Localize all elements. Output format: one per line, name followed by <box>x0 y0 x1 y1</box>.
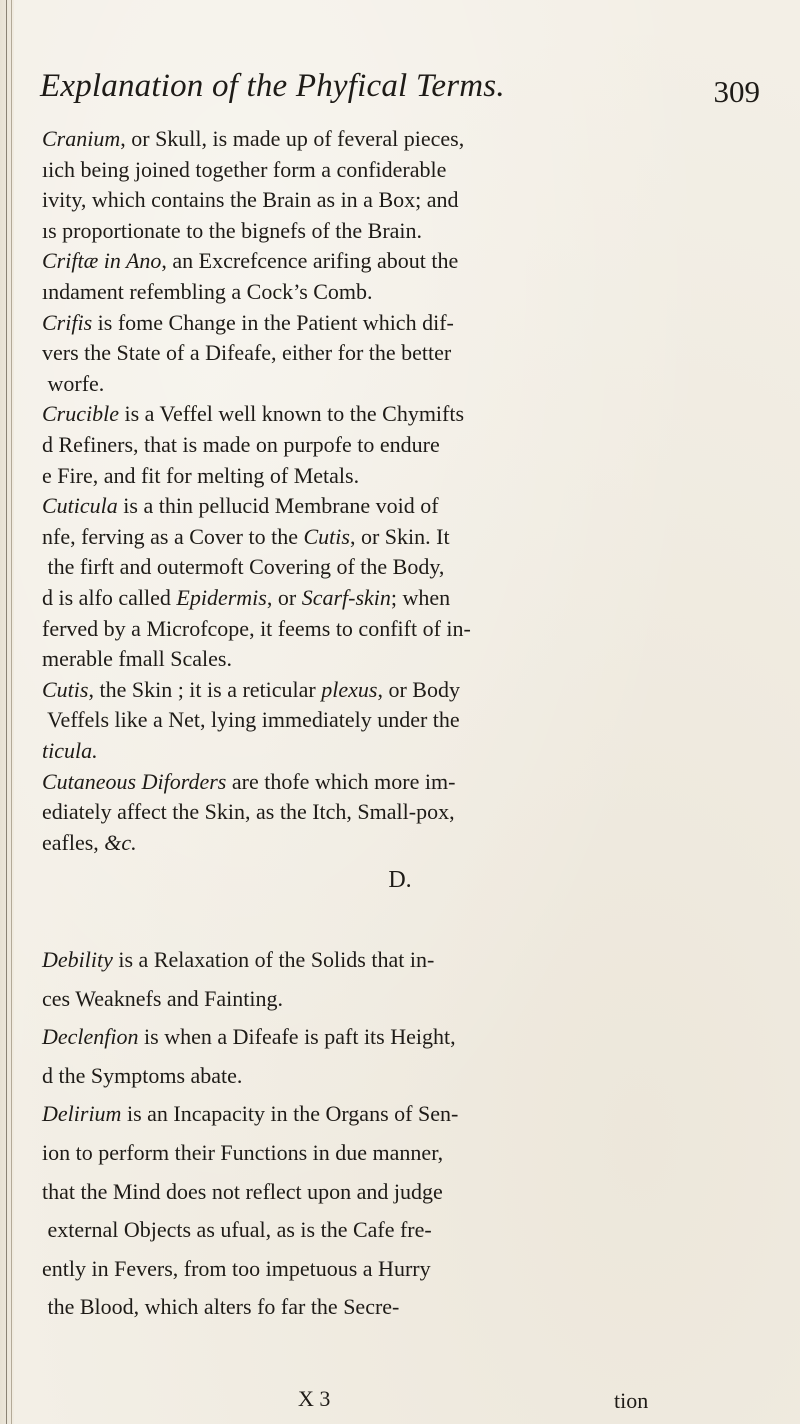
text-line <box>42 156 446 184</box>
text-line <box>42 1255 431 1283</box>
text-line <box>42 370 104 398</box>
text-run: is fome Change in the Patient which dif- <box>92 310 454 335</box>
italic-term: ticula. <box>42 738 98 763</box>
italic-term: Delirium <box>42 1101 122 1126</box>
text-run: eafles, <box>42 830 105 855</box>
italic-term: Cutaneous Diforders <box>42 769 227 794</box>
section-heading: D. <box>388 867 412 893</box>
text-run: ently in Fevers, from too impetuous a Hurry <box>42 1256 431 1281</box>
text-line <box>42 553 444 581</box>
text-line <box>42 676 460 704</box>
catchword: tion <box>614 1388 649 1413</box>
text-line <box>42 798 455 826</box>
italic-term: &c. <box>104 830 137 855</box>
text-run: ces Weaknefs and Fainting. <box>42 986 283 1011</box>
text-line <box>42 278 373 306</box>
text-run: , or Skull, is made up of feveral pieces, <box>120 126 465 151</box>
italic-term: plexus <box>321 677 378 702</box>
gutter-shadow-line <box>11 0 12 1424</box>
text-run: ıich being joined together form a confiderable <box>42 157 447 182</box>
running-title: Explanation of the Phyfical Terms. <box>40 68 505 104</box>
italic-term: Crucible <box>42 401 119 426</box>
text-run: Veffels like a Net, lying immediately under the <box>42 707 460 732</box>
italic-term: Cuticula <box>42 493 118 518</box>
text-run: d Refiners, that is made on purpofe to endure <box>42 432 440 457</box>
text-line <box>42 309 454 337</box>
text-run: is a thin pellucid Membrane void of <box>117 493 439 518</box>
text-run: d is alfo called <box>42 585 177 610</box>
text-line <box>42 706 460 734</box>
text-run: merable fmall Scales. <box>42 646 232 671</box>
text-line <box>42 1062 242 1090</box>
text-line <box>42 615 471 643</box>
text-line <box>42 400 464 428</box>
text-line <box>42 584 450 612</box>
italic-term: Criftæ in Ano <box>42 248 162 273</box>
italic-term: Cutis <box>42 677 89 702</box>
text-line <box>42 339 451 367</box>
italic-term: Crifis <box>42 310 93 335</box>
text-run: ındament refembling a Cock’s Comb. <box>42 279 373 304</box>
text-run: are thofe which more im- <box>226 769 456 794</box>
italic-term: Debility <box>42 947 113 972</box>
text-run: nfe, ferving as a Cover to the <box>42 524 304 549</box>
text-run: the firft and outermoft Covering of the Body, <box>42 554 445 579</box>
page-number: 309 <box>713 74 760 109</box>
text-run: ediately affect the Skin, as the Itch, Small-pox, <box>42 799 455 824</box>
text-line <box>42 645 232 673</box>
text-run: ferved by a Microfcope, it feems to confift of in- <box>42 616 471 641</box>
text-line <box>42 1100 458 1128</box>
italic-term: Epidermis <box>176 585 267 610</box>
text-line <box>42 125 464 153</box>
text-line <box>42 186 459 214</box>
text-line <box>42 1139 443 1167</box>
text-run: , the Skin ; it is a reticular <box>88 677 322 702</box>
text-line <box>42 1023 456 1051</box>
text-line <box>42 985 283 1013</box>
text-line <box>42 1216 432 1244</box>
signature-mark: X 3 <box>298 1386 331 1411</box>
text-run: is a Relaxation of the Solids that in- <box>112 947 435 972</box>
gutter-shadow-line <box>6 0 7 1424</box>
text-run: , or Skin. It <box>349 524 450 549</box>
text-run: , or <box>266 585 302 610</box>
text-run: ıs proportionate to the bignefs of the Brain. <box>42 218 423 243</box>
text-line <box>42 946 434 974</box>
text-run: is an Incapacity in the Organs of Sen- <box>121 1101 459 1126</box>
text-line <box>42 462 359 490</box>
text-run: e Fire, and fit for melting of Metals. <box>42 463 360 488</box>
text-line <box>42 1293 399 1321</box>
text-run: is a Veffel well known to the Chymifts <box>119 401 465 426</box>
text-line <box>42 768 455 796</box>
text-line <box>42 737 98 765</box>
text-line <box>42 492 439 520</box>
text-run: ivity, which contains the Brain as in a Box; and <box>42 187 459 212</box>
text-line <box>42 431 440 459</box>
text-line <box>42 1178 443 1206</box>
text-run: , or Body <box>377 677 460 702</box>
text-line <box>42 523 450 551</box>
page-header <box>40 68 760 112</box>
text-line <box>42 247 458 275</box>
text-run: that the Mind does not reflect upon and judge <box>42 1179 443 1204</box>
text-run: the Blood, which alters fo far the Secre- <box>42 1294 400 1319</box>
text-run: , an Excrefcence arifing about the <box>161 248 459 273</box>
text-line <box>42 217 422 245</box>
text-run: ion to perform their Functions in due manner, <box>42 1140 444 1165</box>
text-run: is when a Difeafe is paft its Height, <box>138 1024 456 1049</box>
text-run: ; when <box>390 585 451 610</box>
italic-term: Declenfion <box>42 1024 139 1049</box>
italic-term: Cranium <box>42 126 121 151</box>
italic-term: Scarf-skin <box>301 585 391 610</box>
text-run: d the Symptoms abate. <box>42 1063 243 1088</box>
text-line <box>42 829 137 857</box>
text-run: external Objects as ufual, as is the Cafe fre- <box>42 1217 432 1242</box>
text-run: vers the State of a Difeafe, either for the better <box>42 340 452 365</box>
italic-term: Cutis <box>303 524 350 549</box>
text-run: worfe. <box>42 371 105 396</box>
